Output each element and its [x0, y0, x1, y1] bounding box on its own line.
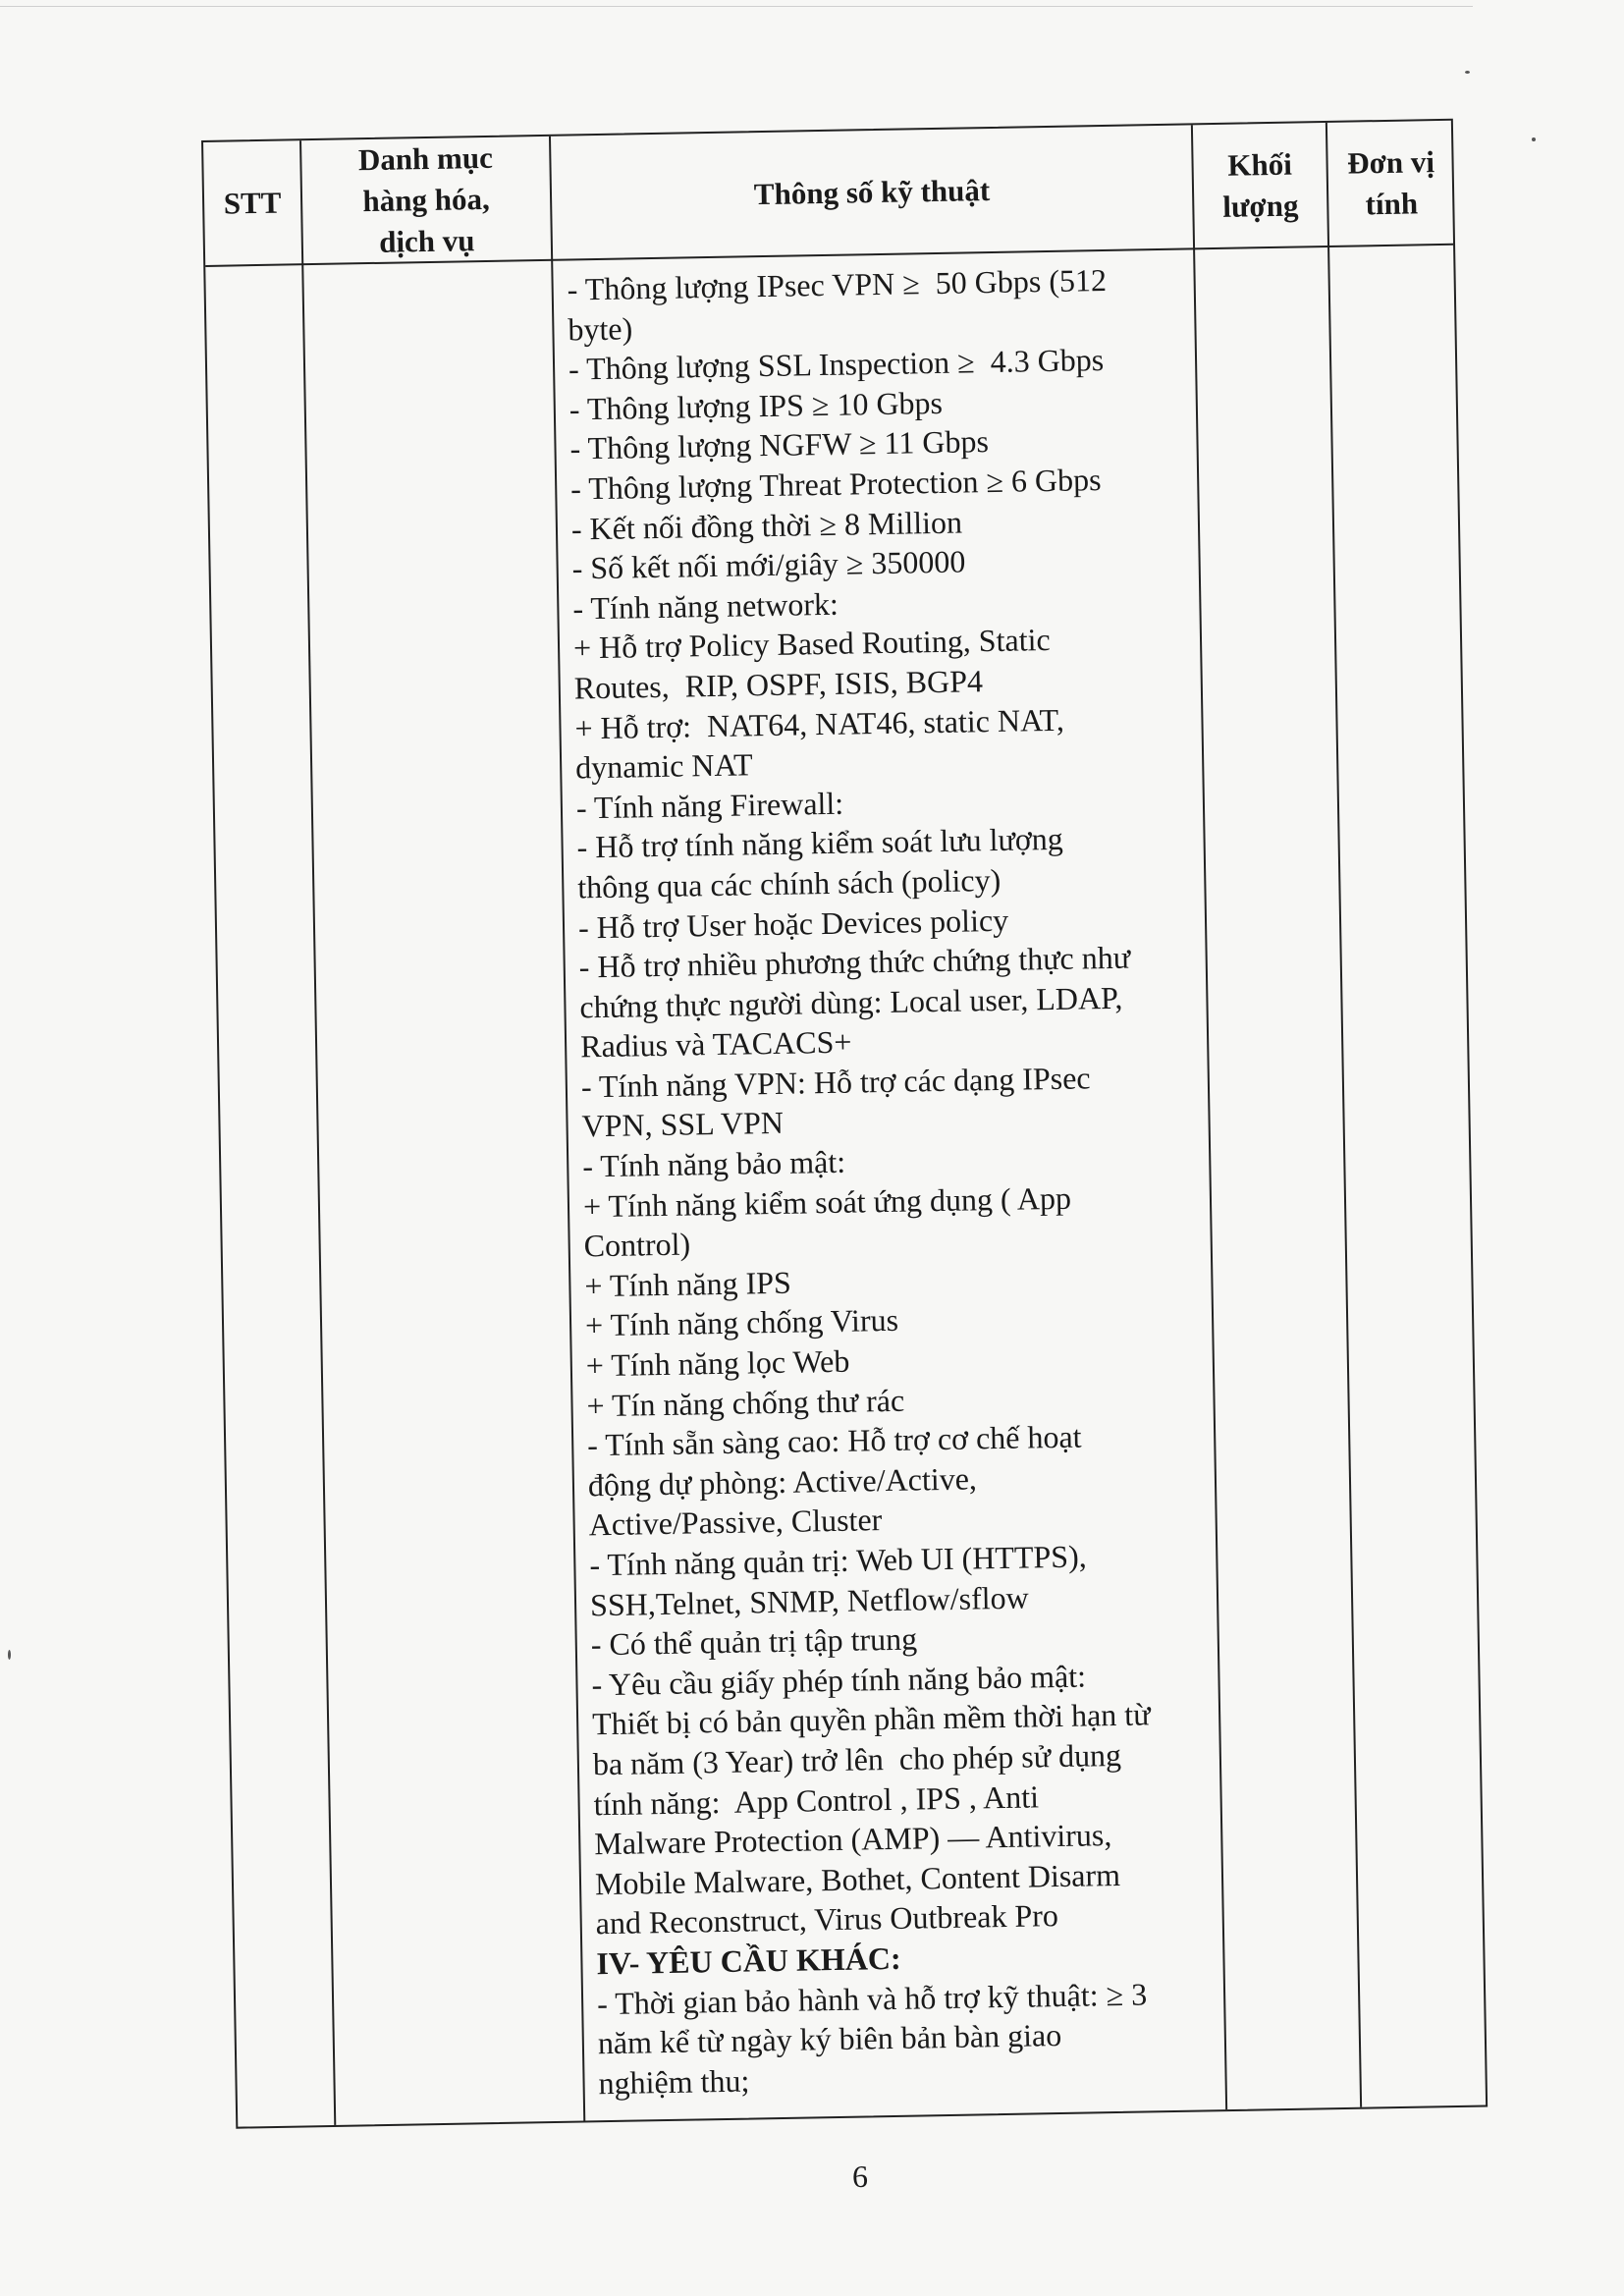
spec-line: + Tính năng kiểm soát ứng dụng ( App	[582, 1179, 1072, 1225]
spec-line: Active/Passive, Cluster	[588, 1502, 883, 1543]
spec-line: and Reconstruct, Virus Outbreak Pro	[595, 1897, 1059, 1941]
spec-line: - Thông lượng Threat Protection ≥ 6 Gbps	[569, 462, 1102, 507]
spec-line: - Yêu cầu giấy phép tính năng bảo mật:	[591, 1658, 1087, 1703]
spec-line: thông qua các chính sách (policy)	[577, 861, 1001, 905]
spec-line: + Hỗ trợ Policy Based Routing, Static	[572, 622, 1051, 666]
spec-line: - Tính năng bảo mật:	[581, 1143, 846, 1184]
header-specs-label: Thông số kỹ thuật	[753, 172, 991, 211]
scan-speck	[8, 1650, 11, 1660]
spec-line: + Tính năng chống Virus	[584, 1302, 899, 1343]
spec-line: - Thông lượng IPsec VPN ≥ 50 Gbps (512	[567, 261, 1108, 307]
spec-line: - Hỗ trợ User hoặc Devices policy	[577, 902, 1009, 945]
header-unit-line: Đơn vị	[1346, 143, 1435, 181]
spec-line: - Thông lượng IPS ≥ 10 Gbps	[568, 384, 944, 427]
spec-line: byte)	[568, 309, 633, 348]
spec-line: ba năm (3 Year) trở lên cho phép sử dụng	[592, 1736, 1122, 1782]
spec-line: - Kết nối đồng thời ≥ 8 Million	[570, 504, 963, 547]
spec-line: tính năng: App Control , IPS , Anti	[593, 1777, 1040, 1822]
spec-line: - Tính năng VPN: Hỗ trợ các dạng IPsec	[580, 1060, 1091, 1105]
spec-line: - Hỗ trợ nhiều phương thức chứng thực như	[578, 939, 1131, 985]
header-specs	[551, 125, 1193, 258]
spec-line: + Tính năng lọc Web	[585, 1342, 850, 1384]
spec-line: Malware Protection (AMP) — Antivirus,	[594, 1817, 1112, 1862]
spec-line: Thiết bị có bản quyền phần mềm thời hạn từ	[591, 1696, 1151, 1742]
spec-line: - Tính năng network:	[572, 585, 839, 627]
header-category-line: Danh mục	[357, 139, 494, 177]
section-heading: IV- YÊU CẦU KHÁC:	[596, 1940, 901, 1982]
spec-line: - Hỗ trợ tính năng kiểm soát lưu lượng	[576, 821, 1063, 865]
spec-line: + Tín năng chống thư rác	[586, 1382, 905, 1423]
spec-line: chứng thực người dùng: Local user, LDAP,	[579, 979, 1123, 1025]
scan-speck	[1465, 71, 1470, 74]
header-stt	[203, 140, 301, 265]
spec-line: Routes, RIP, OSPF, ISIS, BGP4	[573, 663, 984, 706]
spec-line: VPN, SSL VPN	[581, 1105, 785, 1144]
spec-line: Control)	[583, 1226, 691, 1264]
header-stt-label: STT	[223, 185, 282, 221]
header-category-line: hàng hóa,	[362, 181, 490, 218]
header-quantity	[1193, 123, 1327, 247]
scan-speck	[1532, 137, 1536, 141]
spec-line: dynamic NAT	[574, 746, 753, 786]
spec-line: + Hỗ trợ: NAT64, NAT46, static NAT,	[574, 701, 1065, 745]
column-divider	[299, 140, 336, 2125]
spec-line: - Số kết nối mới/giây ≥ 350000	[571, 543, 966, 586]
spec-line: năm kể từ ngày ký biên bản bàn giao	[597, 2017, 1062, 2061]
spec-line: nghiệm thu;	[598, 2062, 750, 2101]
spec-line: động dự phòng: Active/Active,	[587, 1460, 978, 1503]
spec-line: SSH,Telnet, SNMP, Netflow/sflow	[589, 1579, 1029, 1622]
spec-line: - Tính năng quản trị: Web UI (HTTPS),	[589, 1538, 1087, 1583]
spec-text-block	[567, 259, 1207, 2104]
spec-table	[201, 119, 1488, 2129]
scan-artifact-line	[0, 6, 1473, 7]
spec-line: Mobile Malware, Bothet, Content Disarm	[594, 1856, 1121, 1902]
column-divider	[1326, 123, 1362, 2107]
header-quantity-line: Khối	[1227, 146, 1293, 183]
spec-line: + Tính năng IPS	[584, 1264, 792, 1304]
spec-line: - Thông lượng NGFW ≥ 11 Gbps	[569, 423, 990, 466]
page-number: 6	[852, 2159, 868, 2194]
header-unit	[1327, 121, 1455, 246]
spec-line: - Tính sẵn sàng cao: Hỗ trợ cơ chế hoạt	[586, 1418, 1082, 1463]
header-quantity-line: lượng	[1221, 188, 1299, 224]
header-unit-line: tính	[1365, 185, 1419, 221]
spec-line: - Có thể quản trị tập trung	[590, 1620, 918, 1663]
header-category	[301, 137, 551, 263]
spec-line: - Thông lượng SSL Inspection ≥ 4.3 Gbps	[568, 342, 1105, 387]
spec-line: Radius và TACACS+	[579, 1023, 852, 1065]
spec-line: - Thời gian bảo hành và hỗ trợ kỹ thuật: ≥ 3	[596, 1976, 1148, 2021]
spec-line: - Tính năng Firewall:	[575, 785, 844, 826]
header-category-line: dịch vụ	[378, 222, 475, 259]
